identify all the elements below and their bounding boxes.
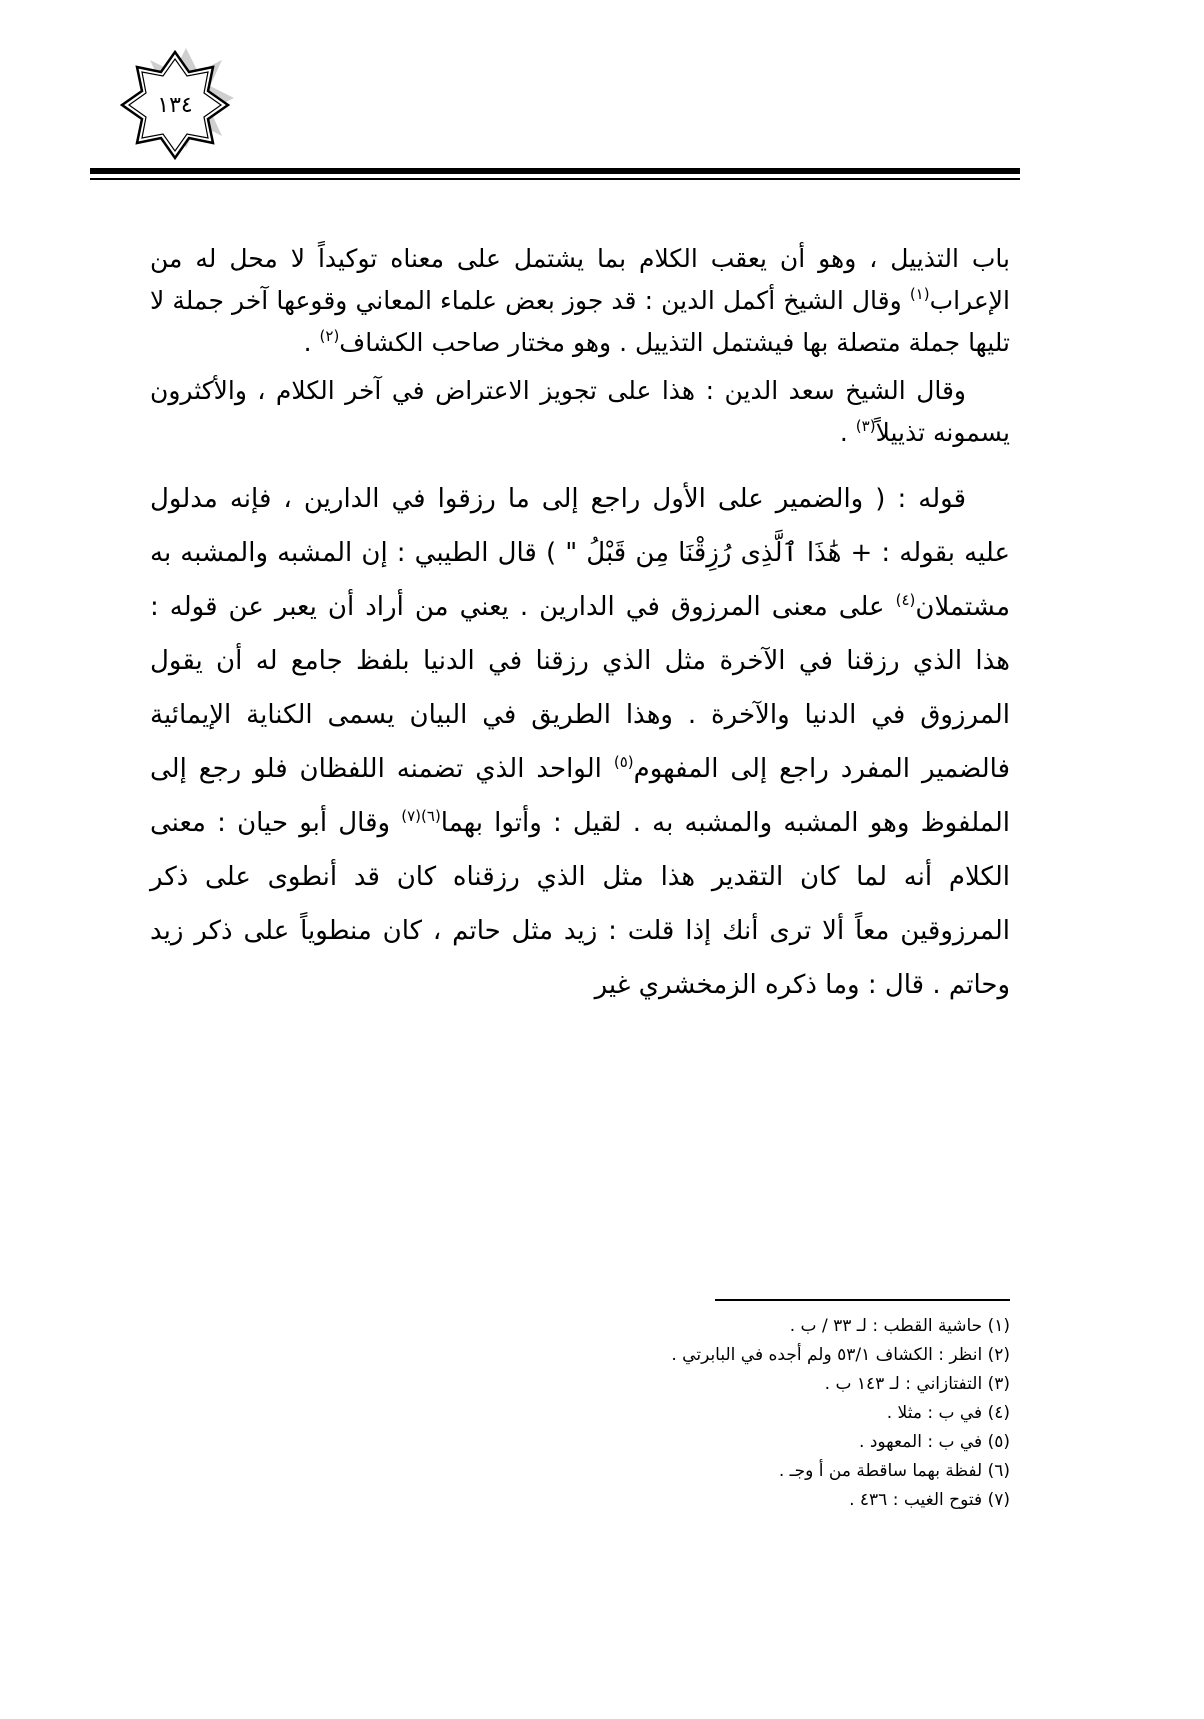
footnote-separator: [715, 1299, 1010, 1301]
p3-text-4: وقال أبو حيان : معنى الكلام أنه لما كان التقدير هذا مثل الذي رزقناه كان قد أنطوى على ذكر المرزوقين معاً ألا ترى أنك إذا قلت : زيد مثل حاتم ، كان منطوياً على ذكر زيد وحاتم . قال : وما ذكره الزمخشري غير: [150, 808, 1010, 1000]
paragraph-1: [150, 238, 1010, 364]
p2-text-1: وقال الشيخ سعد الدين : هذا على تجويز الاعتراض في آخر الكلام ، والأكثرون يسمونه تذييلاً: [150, 376, 1010, 447]
header-rule-thin: [90, 178, 1020, 180]
page-number: ١٣٤: [157, 92, 193, 118]
paragraph-2: [150, 370, 1010, 454]
footnote-7: (٧) فتوح الغيب : ٤٣٦ .: [849, 1490, 1010, 1510]
paragraph-3: [150, 472, 1010, 1012]
p1-text-1: باب التذييل ، وهو أن يعقب الكلام بما يشتمل على معناه توكيداً لا محل له من الإعراب: [150, 244, 1010, 315]
main-text: [150, 238, 1010, 1012]
footnote-1: (١) حاشية القطب : لـ ٣٣ / ب .: [789, 1316, 1010, 1336]
footnote-4: (٤) في ب : مثلا .: [886, 1403, 1010, 1423]
footnote-ref-3: (٣): [855, 417, 876, 435]
footnote-2: (٢) انظر : الكشاف ٥٣/١ ولم أجده في البابرتي .: [671, 1345, 1010, 1365]
footnotes: [500, 1312, 1010, 1515]
footnote-3: (٣) التفتازاني : لـ ١٤٣ ب .: [824, 1374, 1010, 1394]
footnote-6: (٦) لفظة بهما ساقطة من أ وجـ .: [778, 1461, 1010, 1481]
footnote-ref-4: (٤): [895, 591, 916, 609]
footnote-5: (٥) في ب : المعهود .: [859, 1432, 1010, 1452]
p1-text-2: وقال الشيخ أكمل الدين : قد جوز بعض علماء المعاني وقوعها آخر جملة لا تليها جملة متصلة بها فيشتمل التذييل . وهو مختار صاحب الكشاف: [150, 286, 1010, 357]
footnote-ref-5: (٥): [613, 753, 634, 771]
footnote-ref-6-7: (٦)(٧): [401, 807, 441, 825]
p3-text-2: على معنى المرزوق في الدارين . يعني من أراد أن يعبر عن قوله : هذا الذي رزقنا في الآخرة مثل الذي رزقنا في الدنيا بلفظ جامع له أن يقول المرزوق في الدنيا والآخرة . وهذا الطريق في البيان يسمى الكناية الإيمائية فالضمير المفرد راجع إلى المفهوم: [150, 592, 1010, 784]
p3-text-3: الواحد الذي تضمنه اللفظان فلو رجع إلى الملفوظ وهو المشبه والمشبه به . لقيل : وأتوا بهما: [150, 754, 1010, 838]
footnote-ref-1: (١): [909, 285, 930, 303]
p2-text-2: .: [839, 418, 856, 447]
p3-text-1: قوله : ( والضمير على الأول راجع إلى ما رزقوا في الدارين ، فإنه مدلول عليه بقوله : + هَٰذَا ٱلَّذِى رُزِقْنَا مِن قَبْلُ " ) قال الطيبي : إن المشبه والمشبه به مشتملان: [150, 484, 1010, 622]
header-rule-thick: [90, 168, 1020, 174]
p1-text-3: .: [303, 328, 320, 357]
footnote-ref-2: (٢): [319, 327, 340, 345]
page-number-box: [110, 40, 240, 170]
